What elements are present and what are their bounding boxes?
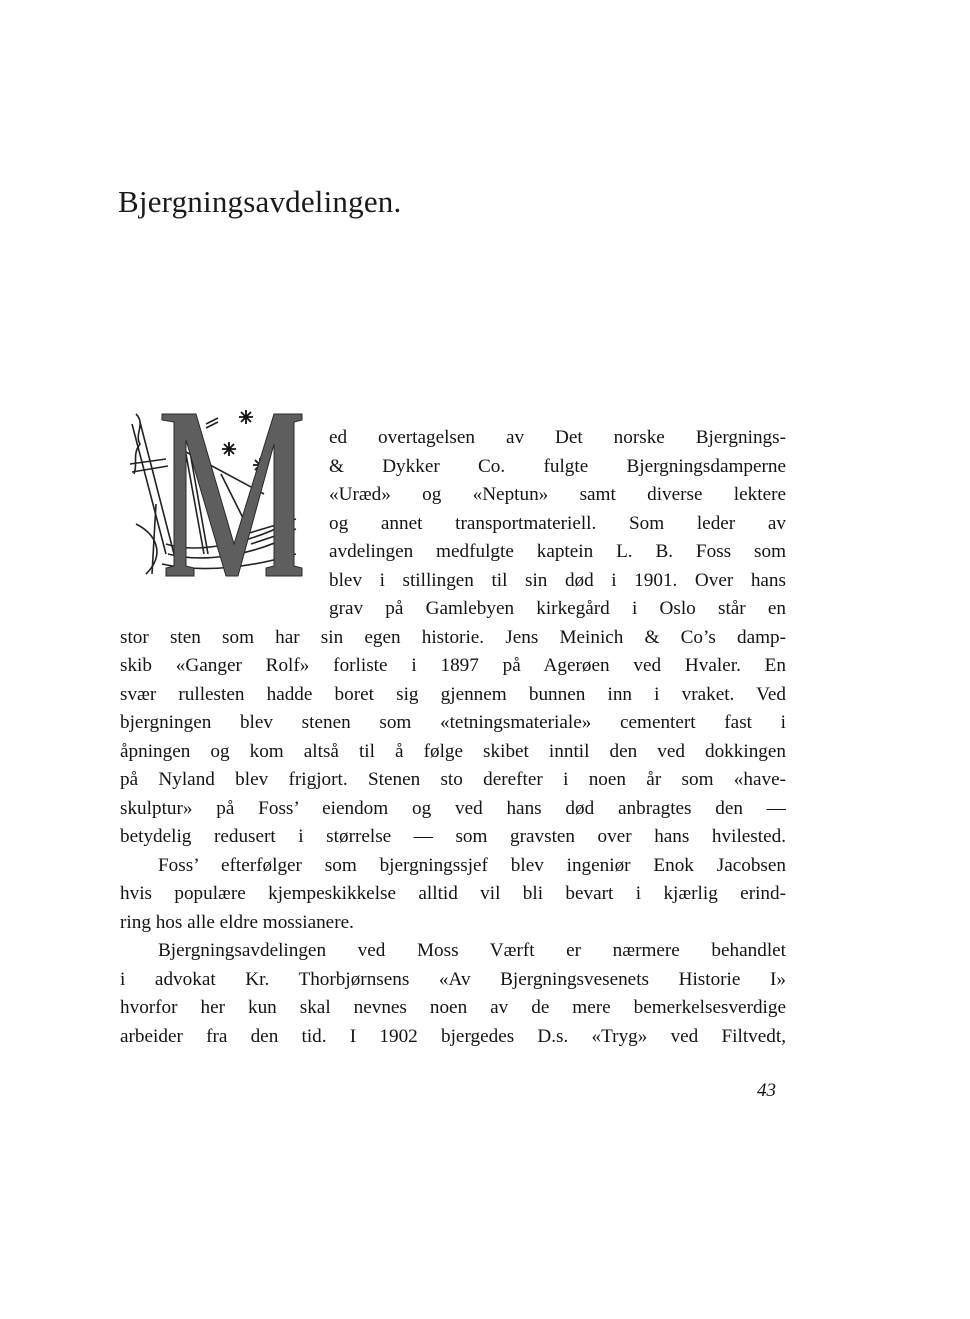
body-line: blev i stillingen til sin død i 1901. Over hans xyxy=(329,569,786,591)
body-line: betydelig redusert i størrelse — som gravsten over hans hvilested. xyxy=(120,826,786,847)
body-line: i advokat Kr. Thorbjørnsens «Av Bjergningsvesenets Historie I» xyxy=(120,968,786,990)
body-line: arbeider fra den tid. I 1902 bjergedes D.s. «Tryg» ved Filtvedt, xyxy=(120,1025,786,1047)
drop-cap-illustration xyxy=(126,404,304,584)
body-line: avdelingen medfulgte kaptein L. B. Foss som xyxy=(329,541,786,562)
body-line: ed overtagelsen av Det norske Bjergnings- xyxy=(329,427,786,448)
body-line: åpningen og kom altså til å følge skibet inntil den ved dokkingen xyxy=(120,740,786,762)
body-line: hvis populære kjempeskikkelse alltid vil bli bevart i kjærlig erind- xyxy=(120,883,786,904)
body-line: svær rullesten hadde boret sig gjennem bunnen inn i vraket. Ved xyxy=(120,683,786,705)
body-line: på Nyland blev frigjort. Stenen sto derefter i noen år som «have- xyxy=(120,769,786,790)
page-number: 43 xyxy=(757,1080,776,1101)
body-line: ring hos alle eldre mossianere. xyxy=(120,911,354,933)
body-line: & Dykker Co. fulgte Bjergningsdamperne xyxy=(329,455,786,477)
page-title: Bjergningsavdelingen. xyxy=(118,184,402,219)
paragraph-start-line: Foss’ efterfølger som bjergningssjef blev ingeniør Enok Jacobsen xyxy=(158,854,786,876)
body-line: «Uræd» og «Neptun» samt diverse lektere xyxy=(329,484,786,505)
body-line: stor sten som har sin egen historie. Jens Meinich & Co’s damp- xyxy=(120,626,786,648)
body-line: skib «Ganger Rolf» forliste i 1897 på Agerøen ved Hvaler. En xyxy=(120,655,786,676)
body-line: skulptur» på Foss’ eiendom og ved hans død anbragtes den — xyxy=(120,797,786,819)
body-line: hvorfor her kun skal nevnes noen av de mere bemerkelsesverdige xyxy=(120,997,786,1018)
body-line: grav på Gamlebyen kirkegård i Oslo står en xyxy=(329,598,786,619)
body-line: bjergningen blev stenen som «tetningsmateriale» cementert fast i xyxy=(120,712,786,733)
body-line: og annet transportmateriell. Som leder av xyxy=(329,512,786,534)
paragraph-start-line: Bjergningsavdelingen ved Moss Værft er nærmere behandlet xyxy=(158,940,786,961)
